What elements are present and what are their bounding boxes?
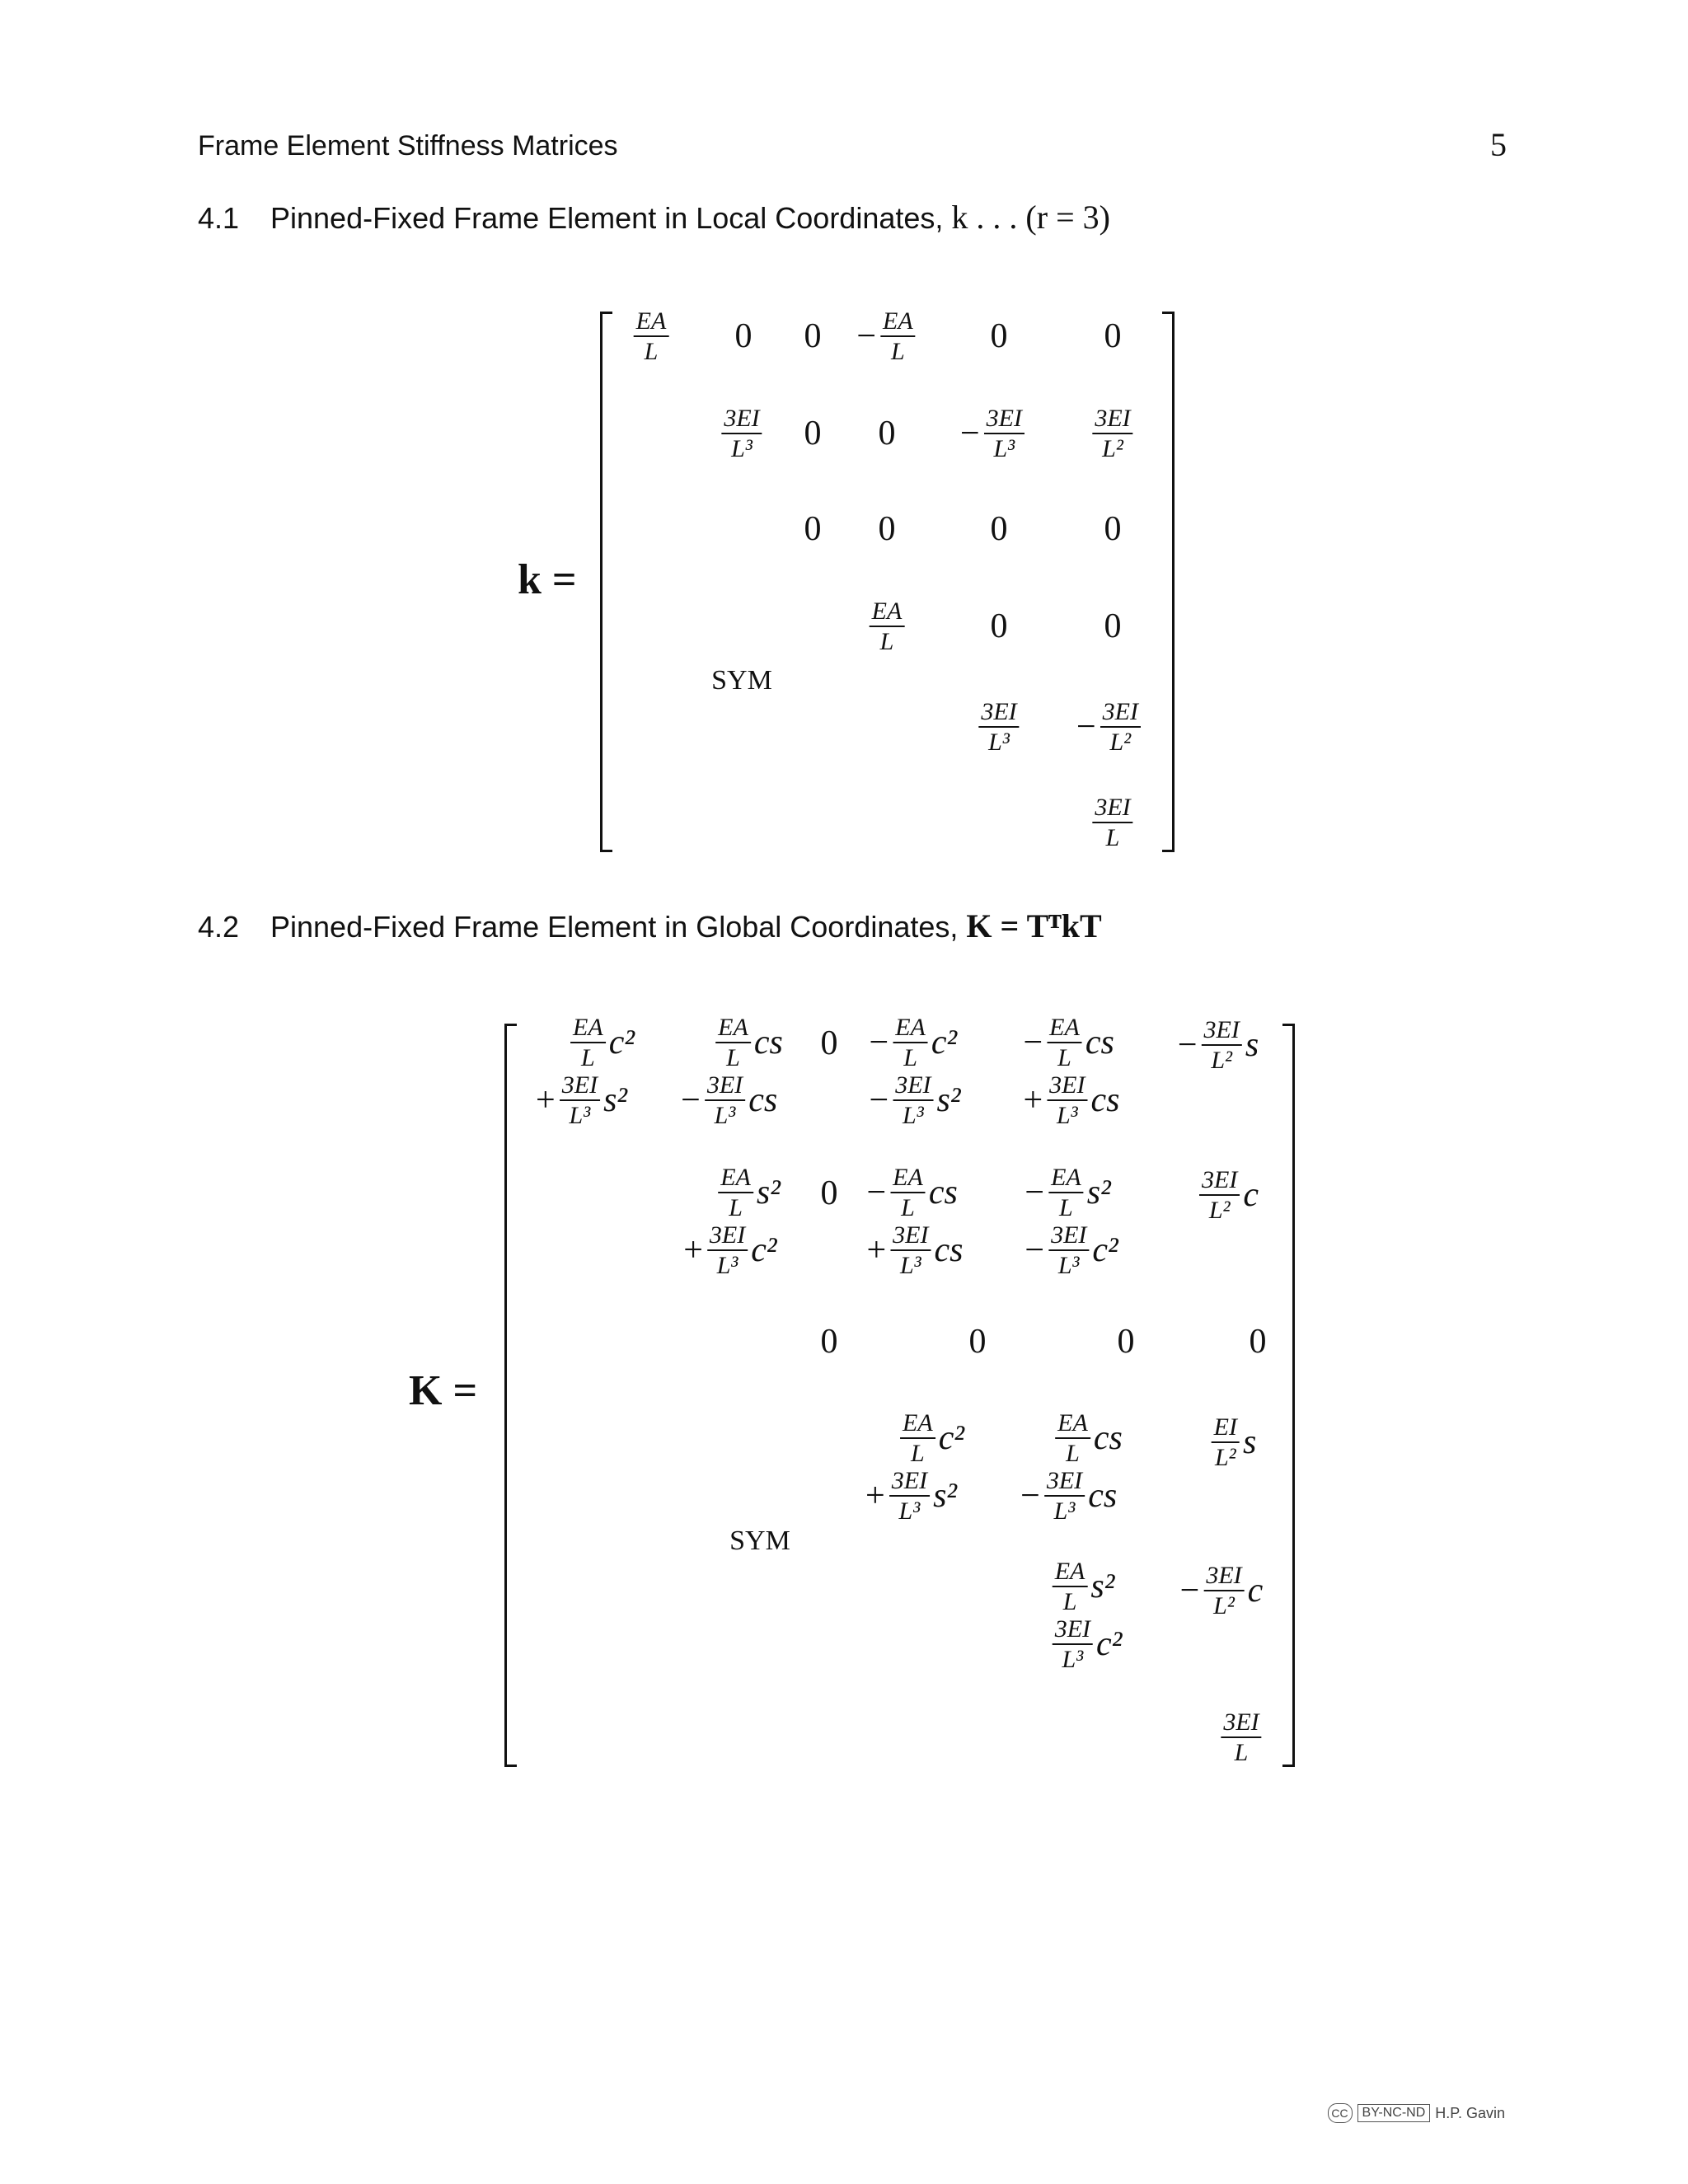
matrix-cell: $\frac{3EI}{L}$ [1219,1709,1263,1765]
matrix-cell: $\frac{3EI}{\text{L²}}$ c [1198,1167,1259,1223]
matrix-cell: $\frac{EA}{L}$ [632,308,671,364]
left-bracket [600,312,612,852]
section-number: 4.1 [198,201,240,235]
matrix-cell: $\frac{EA}{L}$ s² + $\frac{3EI}{\text{L³}}$ c² [683,1164,781,1279]
cc-icon: CC [1328,2103,1353,2123]
matrix-cell: − $\frac{EA}{L}$ [856,308,917,364]
matrix-cell: 0 [804,317,822,355]
matrix-cell: $\frac{3EI}{L}$ [1090,794,1134,851]
matrix-cell: − $\frac{EA}{L}$ c² − $\frac{3EI}{\text{L³}}$ s² [869,1014,961,1129]
section-number: 4.2 [198,910,240,944]
section-title: Pinned-Fixed Frame Element in Local Coordinates, [270,201,944,235]
matrix-lhs: K = [409,1367,478,1414]
right-bracket [1282,1024,1295,1767]
matrix-cell: 0 [1104,607,1122,645]
matrix-cell: − $\frac{3EI}{\text{L²}}$ c [1179,1562,1264,1619]
page-number: 5 [1490,126,1507,163]
matrix-cell: − $\frac{3EI}{\text{L²}}$ [1076,699,1142,755]
running-title: Frame Element Stiffness Matrices [198,130,618,162]
matrix-cell: $\frac{EA}{L}$ cs − $\frac{3EI}{\text{L³}}$ cs [681,1014,783,1129]
matrix-cell: $\frac{EA}{L}$ cs − $\frac{3EI}{\text{L³}}$ cs [1020,1409,1123,1525]
author: H.P. Gavin [1435,2104,1505,2121]
section-math: K = TᵀkT [966,907,1102,944]
matrix-cell: − $\frac{3EI}{\text{L³}}$ [960,405,1026,462]
matrix-cell: − $\frac{EA}{L}$ cs + $\frac{3EI}{\text{L³}}$ cs [1023,1014,1120,1129]
matrix-cell: 0 [820,1323,838,1361]
matrix-cell: $\frac{3EI}{\text{L³}}$ [720,405,763,462]
matrix-cell: 0 [1104,510,1122,548]
matrix-cell: 0 [804,415,822,452]
left-bracket [504,1024,517,1767]
section-heading-4-2 [198,907,1102,945]
matrix-cell: − $\frac{3EI}{\text{L²}}$ s [1177,1016,1259,1074]
matrix-cell: 0 [990,607,1008,645]
matrix-cell: $\frac{EA}{L}$ c² + $\frac{3EI}{\text{L³}}$ s² [536,1014,635,1129]
matrix-cell: 0 [1117,1323,1135,1361]
matrix-cell: $\frac{3EI}{\text{L³}}$ [977,699,1020,755]
matrix-cell: − $\frac{EA}{L}$ cs + $\frac{3EI}{\text{L³}}$ cs [866,1164,964,1279]
matrix-cell: 0 [878,510,896,548]
symmetric-label: SYM [711,665,772,696]
matrix-cell: $\frac{EI}{\text{L²}}$ s [1210,1414,1257,1470]
section-heading-4-1 [198,198,1110,237]
section-title: Pinned-Fixed Frame Element in Global Coordinates, [270,910,959,944]
matrix-cell: 0 [968,1323,987,1361]
matrix-cell: 0 [990,317,1008,355]
right-bracket [1162,312,1175,852]
section-math: k . . . (r = 3) [951,199,1110,236]
matrix-cell: 0 [990,510,1008,548]
matrix-cell: 0 [734,317,753,355]
license-footer [1328,2103,1505,2123]
matrix-cell: 0 [820,1024,838,1062]
matrix-cell: 0 [878,415,896,452]
matrix-cell: − $\frac{EA}{L}$ s² − $\frac{3EI}{\text{L³}}$ c² [1025,1164,1118,1279]
matrix-cell: 0 [1249,1323,1267,1361]
matrix-cell: 0 [820,1174,838,1212]
matrix-cell: $\frac{EA}{L}$ s² $\frac{3EI}{\text{L³}}$ c² [1051,1558,1123,1672]
matrix-lhs: k = [518,556,577,603]
license-badge: BY-NC-ND [1357,2104,1431,2122]
symmetric-label: SYM [729,1526,790,1556]
matrix-cell: $\frac{3EI}{\text{L²}}$ [1090,405,1134,462]
matrix-cell: $\frac{EA}{L}$ c² + $\frac{3EI}{\text{L³}}$ s² [865,1409,964,1525]
matrix-cell: 0 [804,510,822,548]
matrix-cell: 0 [1104,317,1122,355]
matrix-cell: $\frac{EA}{L}$ [868,598,907,654]
